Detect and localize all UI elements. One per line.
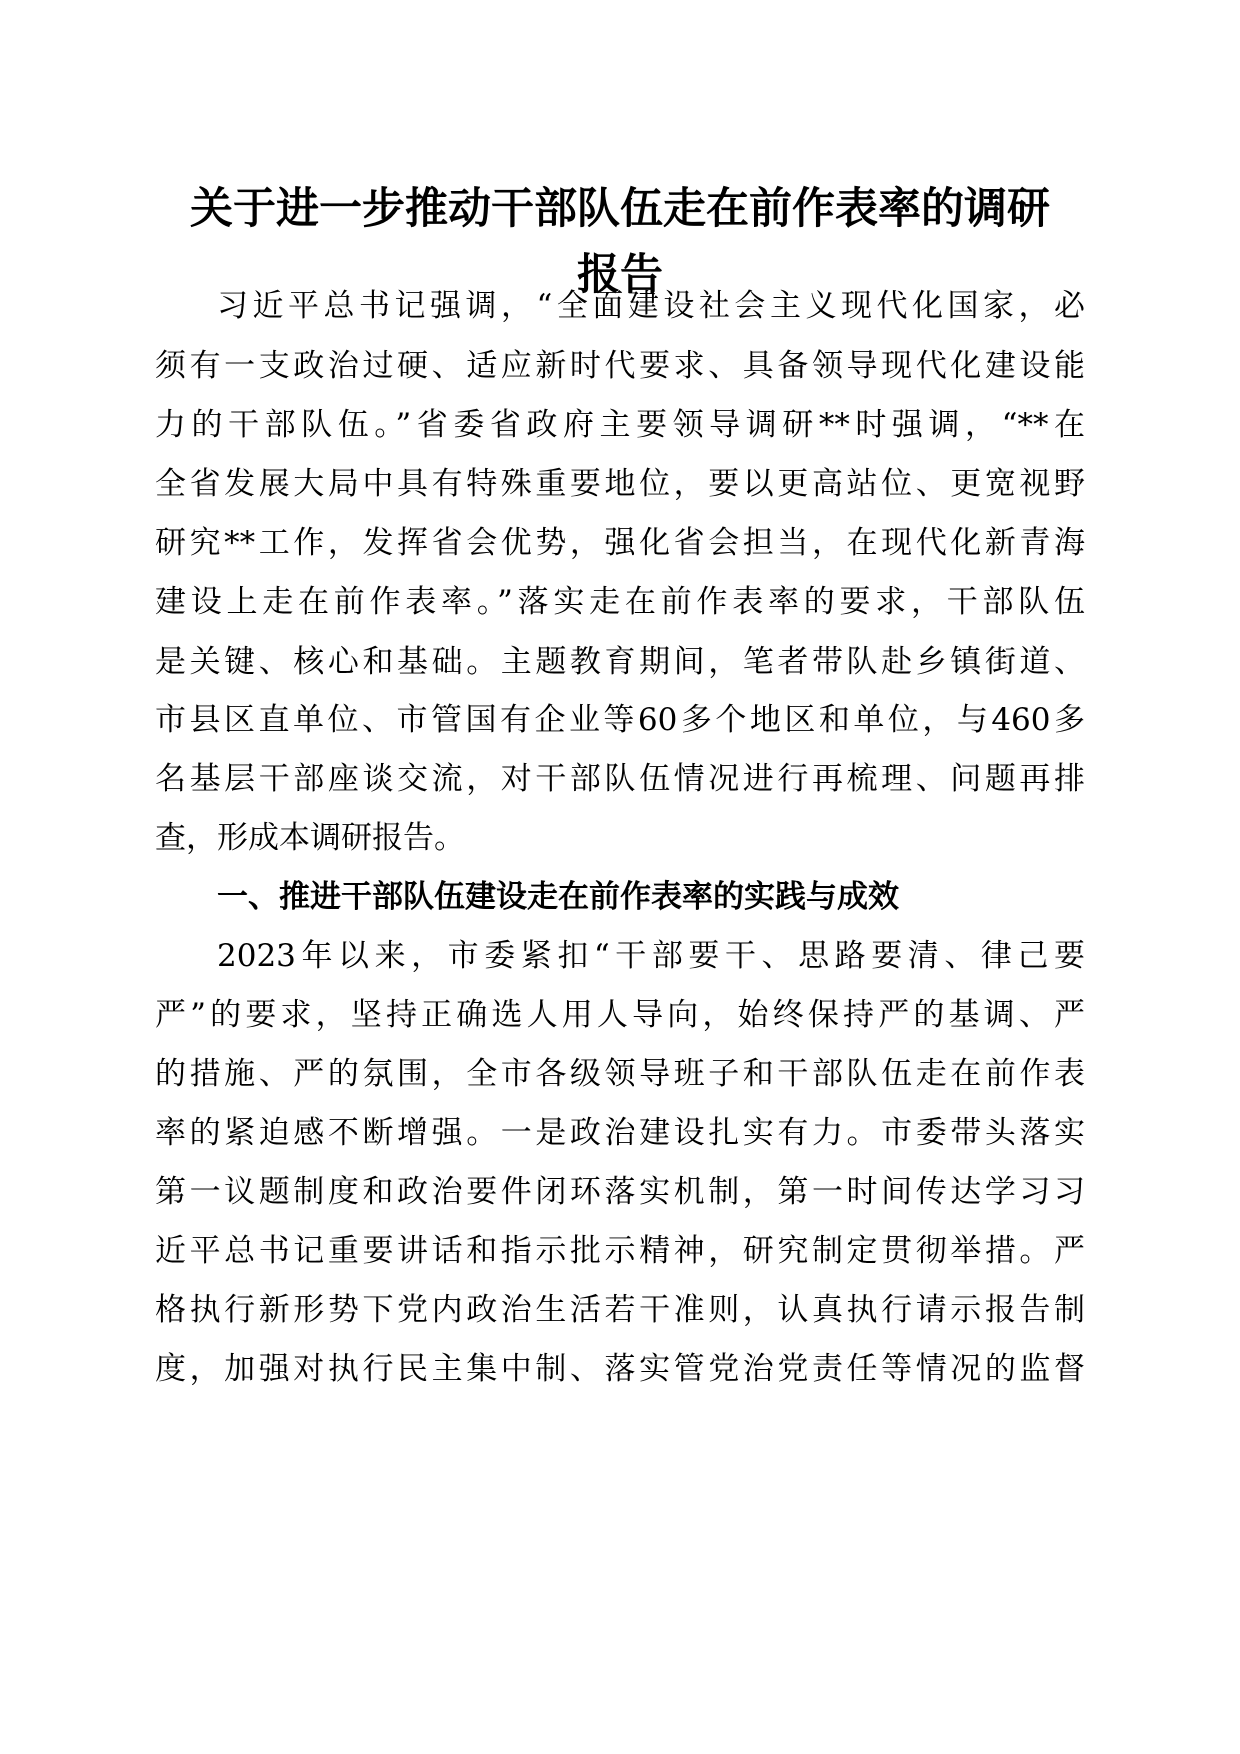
text-line: 名基层干部座谈交流，对干部队伍情况进行再梳理、问题再排 bbox=[155, 761, 1085, 797]
text-line: 力的干部队伍。”省委省政府主要领导调研**时强调，“**在 bbox=[155, 407, 1085, 443]
section-heading: 一、推进干部队伍建设走在前作表率的实践与成效 bbox=[217, 879, 899, 915]
text-line: 严”的要求，坚持正确选人用人导向，始终保持严的基调、严 bbox=[155, 997, 1085, 1033]
text-line: 2023年以来，市委紧扣“干部要干、思路要清、律己要 bbox=[217, 938, 1085, 974]
text-line: 度，加强对执行民主集中制、落实管党治党责任等情况的监督 bbox=[155, 1351, 1085, 1387]
text-line: 格执行新形势下党内政治生活若干准则，认真执行请示报告制 bbox=[155, 1292, 1085, 1328]
text-line: 查，形成本调研报告。 bbox=[155, 820, 465, 856]
text-line: 率的紧迫感不断增强。一是政治建设扎实有力。市委带头落实 bbox=[155, 1115, 1085, 1151]
text-line: 全省发展大局中具有特殊重要地位，要以更高站位、更宽视野 bbox=[155, 466, 1085, 502]
document-title-line-1: 关于进一步推动干部队伍走在前作表率的调研 bbox=[190, 184, 1050, 234]
text-line: 的措施、严的氛围，全市各级领导班子和干部队伍走在前作表 bbox=[155, 1056, 1085, 1092]
document-title-line-2: 报告 bbox=[577, 250, 663, 300]
text-line: 近平总书记重要讲话和指示批示精神，研究制定贯彻举措。严 bbox=[155, 1233, 1085, 1269]
text-line: 第一议题制度和政治要件闭环落实机制，第一时间传达学习习 bbox=[155, 1174, 1085, 1210]
text-line: 市县区直单位、市管国有企业等60多个地区和单位，与460多 bbox=[155, 702, 1085, 738]
text-line: 须有一支政治过硬、适应新时代要求、具备领导现代化建设能 bbox=[155, 348, 1085, 384]
text-line: 是关键、核心和基础。主题教育期间，笔者带队赴乡镇街道、 bbox=[155, 644, 1085, 680]
text-line: 建设上走在前作表率。”落实走在前作表率的要求，干部队伍 bbox=[155, 584, 1085, 620]
text-line: 习近平总书记强调，“全面建设社会主义现代化国家，必 bbox=[217, 288, 1085, 324]
text-line: 研究**工作，发挥省会优势，强化省会担当，在现代化新青海 bbox=[155, 525, 1085, 561]
